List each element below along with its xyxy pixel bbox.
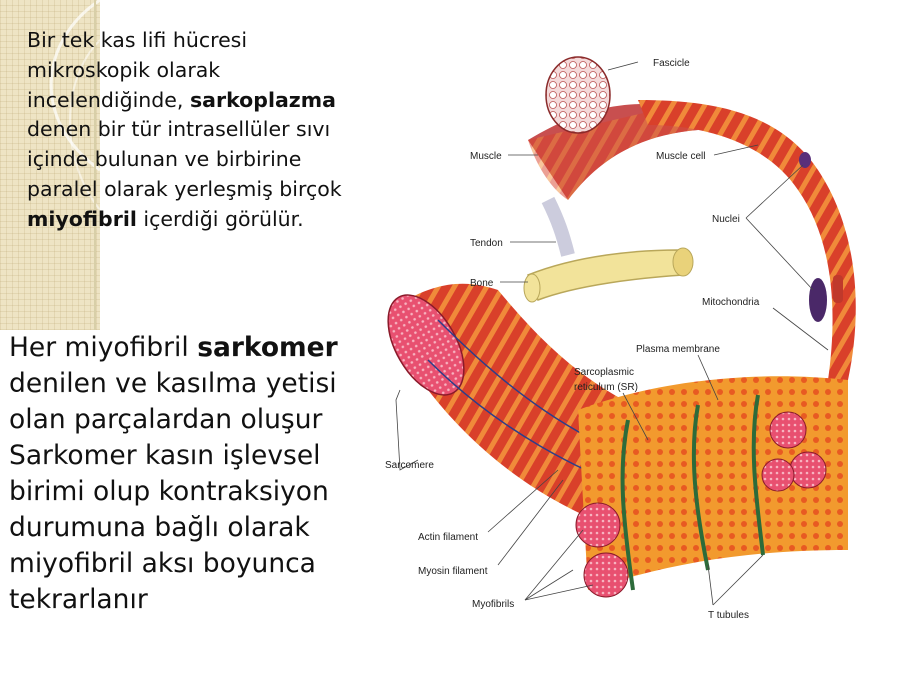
text-segment: Her miyofibril bbox=[9, 332, 198, 363]
label-sr-line2: reticulum (SR) bbox=[574, 382, 638, 393]
tendon bbox=[548, 200, 568, 255]
label-plasma-membrane: Plasma membrane bbox=[636, 344, 720, 355]
label-sarcomere: Sarcomere bbox=[385, 460, 434, 471]
label-mitochondria: Mitochondria bbox=[702, 297, 760, 308]
text-segment: Bir tek kas lifi hücresi mikroskopik olarak incelendiğinde, bbox=[27, 28, 248, 112]
label-muscle-cell: Muscle cell bbox=[656, 151, 706, 162]
label-tendon: Tendon bbox=[470, 238, 503, 249]
muscle-fiber-arc bbox=[638, 100, 856, 380]
muscle-bundle bbox=[528, 57, 698, 200]
term-sarkoplazma: sarkoplazma bbox=[189, 87, 336, 112]
label-muscle: Muscle bbox=[470, 151, 502, 162]
sarcomere-paragraph bbox=[9, 330, 369, 618]
term-sarkomer: sarkomer bbox=[197, 332, 338, 363]
label-t-tubules: T tubules bbox=[708, 610, 749, 621]
label-fascicle: Fascicle bbox=[653, 58, 690, 69]
text-segment: içerdiği görülür. bbox=[136, 206, 304, 231]
label-nuclei: Nuclei bbox=[712, 214, 740, 225]
text-segment: denilen ve kasılma yetisi olan parçalardan oluşur Sarkomer kasın işlevsel birimi olup kontraksiyon durumuna bağlı olarak miyofibril aksı boyunca tekrarlanır bbox=[9, 368, 337, 615]
term-miyofibril: miyofibril bbox=[27, 206, 137, 231]
bone bbox=[524, 248, 693, 302]
muscle-structure-illustration bbox=[378, 50, 870, 630]
label-myosin-filament: Myosin filament bbox=[418, 566, 488, 577]
label-bone: Bone bbox=[470, 278, 494, 289]
intro-paragraph bbox=[27, 26, 367, 235]
label-sr-line1: Sarcoplasmic bbox=[574, 367, 635, 378]
label-actin-filament: Actin filament bbox=[418, 532, 479, 543]
label-myofibrils: Myofibrils bbox=[472, 599, 515, 610]
text-segment: denen bir tür intrasellüler sıvı içinde bulunan ve birbirine paralel olarak yerleşmiş birçok bbox=[27, 117, 342, 201]
sarcoplasmic-reticulum bbox=[576, 376, 848, 597]
